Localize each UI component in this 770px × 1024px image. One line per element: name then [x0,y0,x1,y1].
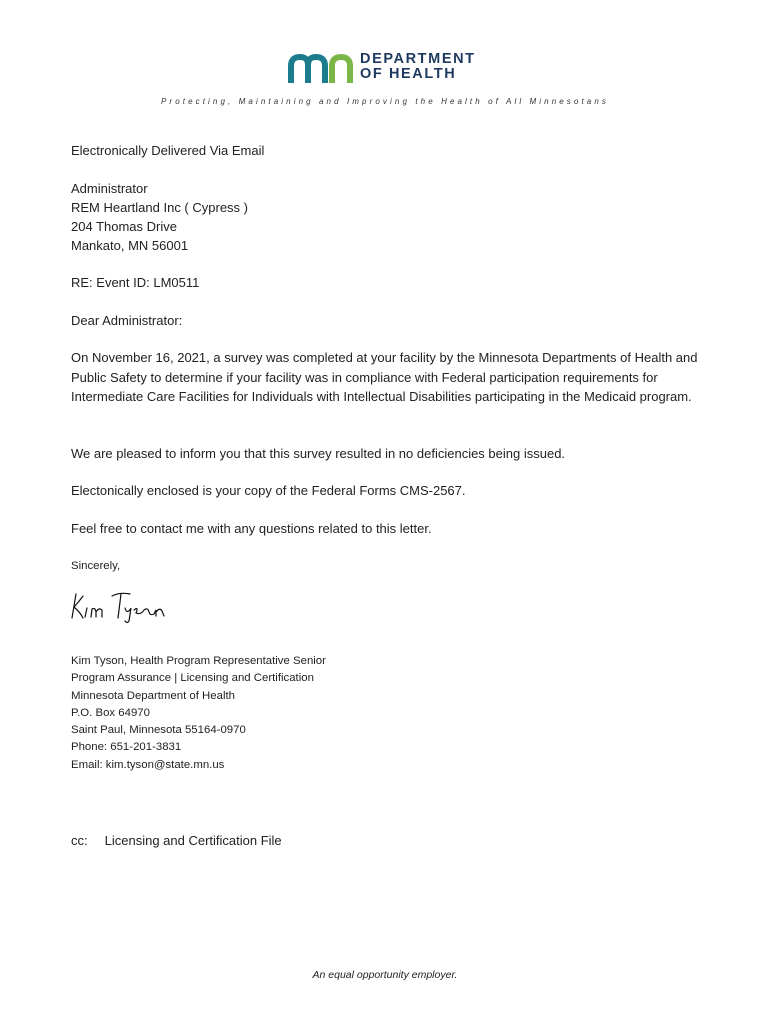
cc-line [71,831,282,850]
body-paragraph-1: On November 16, 2021, a survey was completed at your facility by the Minnesota Departments of Health and Public Safety to determine if your facility was in compliance with Federal participation requirements for Intermediate Care Facilities for Individuals with Intellectual Disabilities participating in the Medicaid program. [71,350,698,404]
cc-label: cc: [71,833,88,848]
recipient-line: Administrator [71,181,148,196]
recipient-address [71,179,248,255]
salutation: Dear Administrator: [71,313,183,328]
footer-note: An equal opportunity employer. [312,969,458,981]
letterhead-tagline: Protecting, Maintaining and Improving the Health of All Minnesotans [161,97,609,106]
signature-line: Minnesota Department of Health [71,689,235,702]
signature-email: Email: kim.tyson@state.mn.us [71,758,225,771]
logo-wordmark [360,52,476,82]
signature-block [71,653,326,774]
handwritten-signature [68,588,178,629]
signature-line: Saint Paul, Minnesota 55164-0970 [71,724,246,737]
delivery-note: Electronically Delivered Via Email [71,143,265,158]
body-paragraph-2: We are pleased to inform you that this survey resulted in no deficiencies being issued. [71,446,566,461]
logo-line-1: DEPARTMENT [360,51,476,67]
signature-line: P.O. Box 64970 [71,706,150,719]
signature-line: Phone: 651-201-3831 [71,741,182,754]
reference-line: RE: Event ID: LM0511 [71,275,200,290]
body-paragraph-4: Feel free to contact me with any questions related to this letter. [71,521,432,536]
recipient-line: 204 Thomas Drive [71,219,177,234]
signature-line: Kim Tyson, Health Program Representative Senior [71,655,326,667]
recipient-line: REM Heartland Inc ( Cypress ) [71,200,248,215]
signature-line: Program Assurance | Licensing and Certification [71,672,314,685]
mn-logo-icon [288,54,354,84]
logo-line-2: OF HEALTH [360,66,457,82]
body-paragraph-3: Electonically enclosed is your copy of the Federal Forms CMS-2567. [71,483,466,498]
recipient-line: Mankato, MN 56001 [71,238,189,253]
cc-value: Licensing and Certification File [104,833,282,848]
mdh-logo [288,52,488,88]
closing: Sincerely, [71,560,121,572]
